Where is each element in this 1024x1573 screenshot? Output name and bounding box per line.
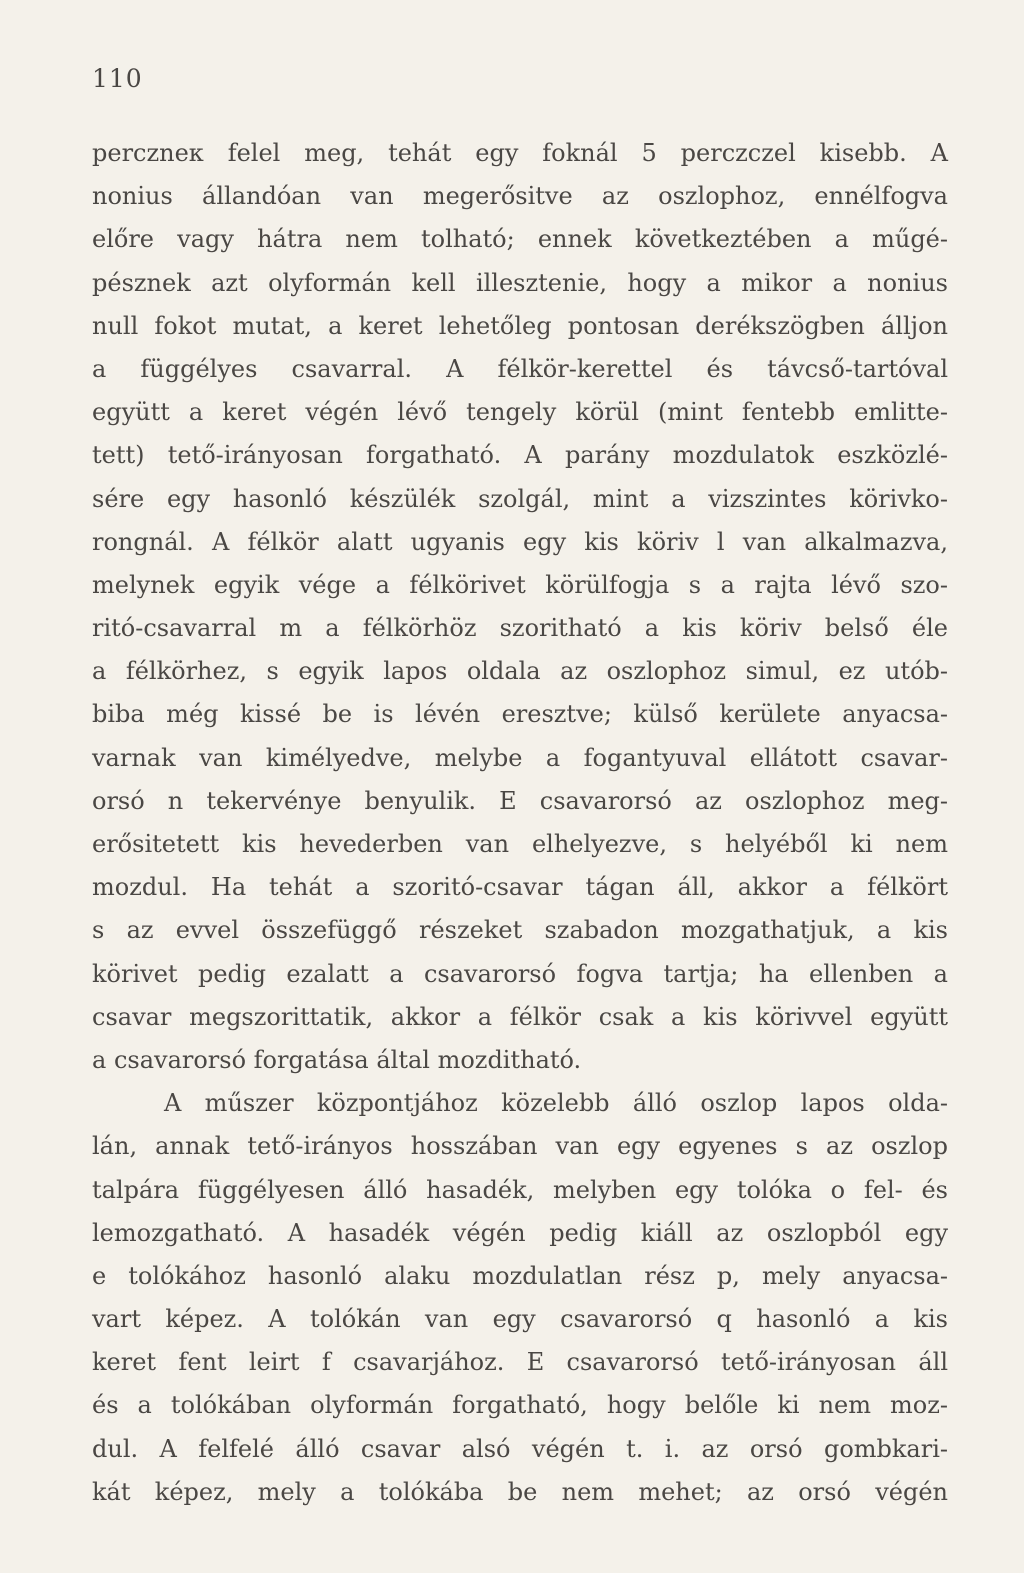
text-line: sére egy hasonló készülék szolgál, mint a vizszintes körivko-: [92, 484, 948, 513]
text-line: mozdul. Ha tehát a szoritó-csavar tágan áll, akkor a félkört: [92, 873, 948, 902]
text-line: nonius állandóan van megerősitve az oszlophoz, ennélfogva: [92, 182, 948, 211]
text-line: e tolókához hasonló alaku mozdulatlan rész p, mely anyacsa-: [92, 1261, 948, 1290]
text-line: csavar megszorittatik, akkor a félkör csak a kis körivvel együtt: [92, 1002, 948, 1031]
text-line: erősitetett kis hevederben van elhelyezve, s helyéből ki nem: [92, 830, 948, 858]
text-line: perczneк felel meg, tehát egy foknál 5 perczczel kisebb. A: [92, 139, 948, 167]
text-line: lán, annak tető-irányos hosszában van egy egyenes s az oszlop: [92, 1132, 948, 1161]
text-line: varnak van kimélyedve, melybe a fogantyuval ellátott csavar-: [92, 743, 948, 772]
text-line: s az evvel összefüggő részeket szabadon mozgathatjuk, a kis: [92, 916, 948, 945]
text-line: kát képez, mely a tolókába be nem mehet; az orsó végén: [92, 1477, 948, 1506]
text-line: a függélyes csavarral. A félkör-kerettel és távcső-tartóval: [92, 354, 948, 383]
text-line: körivet pedig ezalatt a csavarorsó fogva tartja; ha ellenben a: [92, 959, 948, 988]
text-line: ritó-csavarral m a félkörhöz szoritható a kis köriv belső éle: [92, 614, 948, 643]
text-line: biba még kissé be is lévén eresztve; külső kerülete anyacsa-: [92, 700, 948, 729]
text-line: és a tolókában olyformán forgatható, hogy belőle ki nem moz-: [92, 1391, 948, 1420]
text-line: a félkörhez, s egyik lapos oldala az oszlophoz simul, ez utób-: [92, 657, 948, 686]
text-line: pésznek azt olyformán kell illesztenie, hogy a mikor a nonius: [92, 268, 948, 297]
text-line: előre vagy hátra nem tolható; ennek következtében a műgé-: [92, 225, 948, 254]
text-line: rongnál. A félkör alatt ugyanis egy kis köriv l van alkalmazva,: [92, 527, 948, 556]
text-line: a csavarorsó forgatása által mozditható.: [92, 1045, 582, 1074]
text-line: keret fent leirt f csavarjához. E csavarorsó tető-irányosan áll: [92, 1348, 948, 1377]
text-line: melynek egyik vége a félkörivet körülfogja s a rajta lévő szo-: [92, 570, 948, 599]
text-line: lemozgatható. A hasadék végén pedig kiáll az oszlopból egy: [92, 1218, 948, 1247]
page-number: 110: [92, 64, 143, 93]
text-line: talpára függélyesen álló hasadék, melyben egy tolóka o fel- és: [92, 1175, 948, 1204]
text-line: együtt a keret végén lévő tengely körül (mint fentebb emlitte-: [92, 398, 948, 427]
body-text: [92, 132, 948, 1514]
text-line: A műszer központjához közelebb álló oszlop lapos olda-: [164, 1089, 948, 1118]
text-line: tett) tető-irányosan forgatható. A parány mozdulatok eszközlé-: [92, 441, 948, 470]
text-line: dul. A felfelé álló csavar alsó végén t. i. az orsó gombkari-: [92, 1434, 948, 1463]
text-line: vart képez. A tolókán van egy csavarorsó q hasonló a kis: [92, 1305, 948, 1334]
text-line: null fokot mutat, a keret lehetőleg pontosan derékszögben álljon: [92, 311, 948, 340]
text-line: orsó n tekervénye benyulik. E csavarorsó az oszlophoz meg-: [92, 786, 948, 815]
